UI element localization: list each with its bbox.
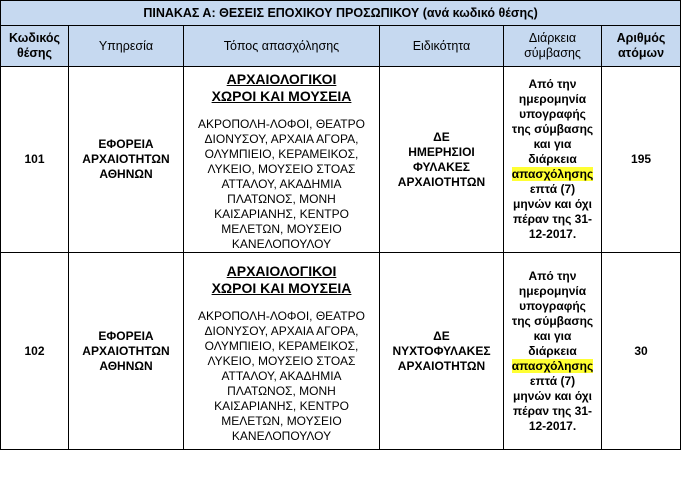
row-service (69, 67, 184, 253)
duration-line: διάρκεια (528, 343, 577, 358)
place-line: ΛΥΚΕΙΟ, ΜΟΥΣΕΙΟ ΣΤΟΑΣ (207, 353, 356, 368)
header-duration-line: σύμβασης (524, 46, 581, 60)
duration-line: και για (533, 137, 572, 151)
specialty-line: ΗΜΕΡΗΣΙΟΙ (408, 144, 475, 159)
row-specialty (380, 67, 504, 253)
header-count-line: Αριθμός (616, 31, 666, 45)
duration-line: Από την (528, 77, 577, 91)
row-code: 101 (1, 67, 69, 253)
duration-highlight-line (506, 359, 599, 374)
place-list (186, 309, 377, 444)
highlighted-word: απασχόλησης (511, 167, 594, 181)
place-line: ΔΙΟΝΥΣΟΥ, ΑΡΧΑΙΑ ΑΓΟΡΑ, (204, 323, 359, 338)
row-count: 30 (602, 253, 681, 450)
duration-line: της σύμβασης (511, 122, 594, 136)
duration-line: πέραν της 31- (512, 212, 592, 226)
place-title-line: ΑΡΧΑΙΟΛΟΓΙΚΟΙ (226, 71, 337, 87)
header-duration (504, 26, 602, 67)
place-title-line: ΑΡΧΑΙΟΛΟΓΙΚΟΙ (226, 262, 337, 279)
place-line: ΑΤΤΑΛΟΥ, ΑΚΑΔΗΜΙΑ (221, 368, 342, 383)
duration-line: 12-2017. (528, 418, 577, 433)
duration-line: επτά (7) (529, 373, 576, 388)
row-specialty (380, 253, 504, 450)
specialty-line: ΔΕ (433, 328, 450, 343)
place-line: ΚΑΝΕΛΟΠΟΥΛΟΥ (231, 428, 332, 443)
header-code (1, 26, 69, 67)
place-title (186, 71, 377, 105)
duration-line: επτά (7) (529, 182, 576, 196)
row-count: 195 (602, 67, 681, 253)
row-duration (504, 253, 602, 450)
row-service (69, 253, 184, 450)
place-line: ΔΙΟΝΥΣΟΥ, ΑΡΧΑΙΑ ΑΓΟΡΑ, (204, 132, 359, 146)
header-code-line: Κωδικός (8, 31, 61, 45)
table-title: ΠΙΝΑΚΑΣ Α: ΘΕΣΕΙΣ ΕΠΟΧΙΚΟΥ ΠΡΟΣΩΠΙΚΟΥ (ανά κωδικό θέσης) (1, 1, 681, 26)
service-line: ΑΘΗΝΩΝ (99, 358, 153, 373)
duration-line: υπογραφής (519, 298, 586, 313)
row-place (184, 253, 380, 450)
place-line: ΚΑΙΣΑΡΙΑΝΗΣ, ΚΕΝΤΡΟ (214, 207, 349, 221)
place-title (186, 263, 377, 297)
specialty-line: ΝΥΧΤΟΦΥΛΑΚΕΣ (392, 343, 491, 358)
service-line: ΑΡΧΑΙΟΤΗΤΩΝ (82, 152, 170, 166)
place-title-line: ΧΩΡΟΙ ΚΑΙ ΜΟΥΣΕΙΑ (211, 88, 352, 104)
specialty-line: ΔΕ (433, 129, 450, 144)
place-line: ΟΛΥΜΠΙΕΙΟ, ΚΕΡΑΜΕΙΚΟΣ, (204, 338, 359, 353)
service-line: ΑΘΗΝΩΝ (99, 167, 153, 181)
specialty-line: ΑΡΧΑΙΟΤΗΤΩΝ (397, 358, 486, 373)
duration-line: ημερομηνία (518, 283, 587, 298)
place-line: ΜΕΛΕΤΩΝ, ΜΟΥΣΕΙΟ (221, 413, 342, 428)
header-service: Υπηρεσία (69, 26, 184, 67)
specialty-line: ΦΥΛΑΚΕΣ (413, 159, 470, 174)
service-line: ΑΡΧΑΙΟΤΗΤΩΝ (82, 343, 170, 358)
place-title-line: ΧΩΡΟΙ ΚΑΙ ΜΟΥΣΕΙΑ (211, 279, 352, 296)
duration-line: Από την (528, 268, 577, 283)
highlighted-word: απασχόλησης (511, 358, 594, 373)
place-line: ΟΛΥΜΠΙΕΙΟ, ΚΕΡΑΜΕΙΚΟΣ, (204, 147, 359, 161)
header-duration-line: Διάρκεια (528, 31, 577, 45)
table-row (1, 67, 681, 253)
duration-line: πέραν της 31- (512, 403, 592, 418)
row-code: 102 (1, 253, 69, 450)
row-place (184, 67, 380, 253)
place-line: ΛΥΚΕΙΟ, ΜΟΥΣΕΙΟ ΣΤΟΑΣ (207, 162, 356, 176)
place-line: ΑΤΤΑΛΟΥ, ΑΚΑΔΗΜΙΑ (221, 177, 342, 191)
duration-line: μηνών και όχι (513, 388, 592, 403)
place-line: ΜΕΛΕΤΩΝ, ΜΟΥΣΕΙΟ (221, 222, 342, 236)
header-code-line: θέσης (16, 46, 53, 60)
duration-line: μηνών και όχι (513, 197, 592, 211)
place-line: ΠΛΑΤΩΝΟΣ, ΜΟΝΗ (227, 383, 336, 398)
duration-line: ημερομηνία (518, 92, 587, 106)
specialty-line: ΑΡΧΑΙΟΤΗΤΩΝ (397, 174, 486, 189)
place-line: ΚΑΙΣΑΡΙΑΝΗΣ, ΚΕΝΤΡΟ (214, 398, 349, 413)
header-specialty: Ειδικότητα (380, 26, 504, 67)
duration-line: της σύμβασης (511, 313, 594, 328)
place-list (186, 117, 377, 252)
duration-line: υπογραφής (519, 107, 586, 121)
duration-line: διάρκεια (528, 152, 577, 166)
header-count (602, 26, 681, 67)
service-line: ΕΦΟΡΕΙΑ (98, 328, 154, 343)
duration-line: 12-2017. (528, 227, 577, 241)
duration-highlight-line (506, 167, 599, 182)
table-title-row (1, 1, 681, 26)
place-line: ΑΚΡΟΠΟΛΗ-ΛΟΦΟΙ, ΘΕΑΤΡΟ (198, 117, 365, 131)
header-row (1, 26, 681, 67)
place-line: ΠΛΑΤΩΝΟΣ, ΜΟΝΗ (227, 192, 336, 206)
table-row (1, 253, 681, 450)
header-place: Τόπος απασχόλησης (184, 26, 380, 67)
header-count-line: ατόμων (618, 46, 665, 60)
place-line: ΚΑΝΕΛΟΠΟΥΛΟΥ (231, 237, 332, 251)
place-line: ΑΚΡΟΠΟΛΗ-ΛΟΦΟΙ, ΘΕΑΤΡΟ (198, 308, 365, 323)
duration-line: και για (533, 328, 572, 343)
service-line: ΕΦΟΡΕΙΑ (98, 137, 154, 151)
row-duration (504, 67, 602, 253)
